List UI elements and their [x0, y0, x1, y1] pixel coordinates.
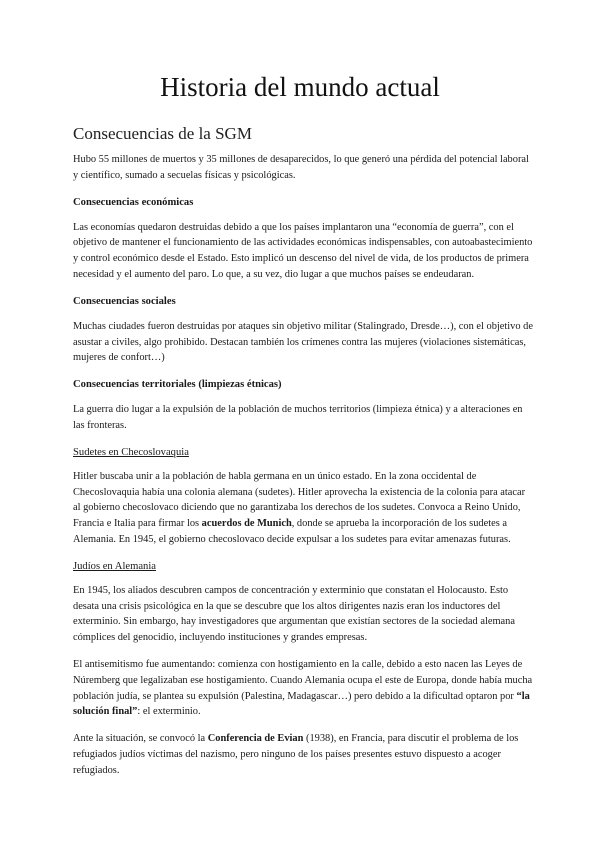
- sudetes-text-before: Hitler buscaba unir a la población de habla germana en un único estado. En la zona occidental de Checoslovaquia había una colonia alemana (sudetes). Hitler aprovecha la existencia de la colonia para atacar al gobierno checoslovaco diciendo que no garantizaba los derechos de los sudetes. Convoca a Reino Unido, Francia e Italia para firmar los: [73, 470, 526, 530]
- territorial-paragraph: La guerra dio lugar a la expulsión de la población de muchos territorios (limpieza étnica) y a alteraciones en las fronteras.: [73, 404, 523, 431]
- document-title: Historia del mundo actual: [160, 72, 440, 102]
- judios-p3-after: (1938), en Francia, para discutir el problema de los refugiados judíos víctimas del nazismo, pero ninguno de los países presentes estuvo dispuesto a acoger refugiados.: [73, 733, 519, 776]
- judios-paragraph-3: [73, 731, 533, 778]
- social-paragraph: Muchas ciudades fueron destruidas por ataques sin objetivo militar (Stalingrado, Dresde…), con el objetivo de asustar a civiles, algo prohibido. Destacan también los crímenes contra las mujeres (violaciones sistemáticas, mujeres de confort…): [73, 320, 533, 364]
- document-body: [73, 152, 533, 790]
- territorial-heading: Consecuencias territoriales (limpiezas étnicas): [73, 379, 282, 391]
- intro-paragraph: Hubo 55 millones de muertos y 35 millones de desaparecidos, lo que generó una pérdida del potencial laboral y científico, sumado a secuelas físicas y psicológicas.: [73, 154, 529, 181]
- judios-p2-after: : el exterminio.: [137, 706, 201, 718]
- judios-paragraph-2: [73, 657, 533, 720]
- judios-paragraph-1: En 1945, los aliados descubren campos de concentración y exterminio que constatan el Holocausto. Esto desata una crisis psicológica en la que se descubre que los altos dirigentes nazis eran los inductores del exterminio. Sin embargo, hay investigadores que argumentan que existían sectores de la sociedad alemana cómplices del genocidio, incluyendo instituciones y grandes empresas.: [73, 584, 515, 644]
- economic-heading: Consecuencias económicas: [73, 196, 194, 208]
- evian-conference-term: Conferencia de Evian: [207, 733, 304, 745]
- judios-heading: Judíos en Alemania: [73, 560, 156, 572]
- economic-paragraph: Las economías quedaron destruidas debido a que los países implantaron una “economía de guerra”, con el objetivo de mantener el funcionamiento de las actividades económicas indispensables, con autoabastecimiento y control económico desde el Estado. Esto implicó un descenso del nivel de vida, de los productos de primera necesidad y el aumento del paro. Lo que, a su vez, dio lugar a que muchos países se endeudaran.: [73, 221, 533, 280]
- munich-agreement-term: acuerdos de Munich: [201, 518, 292, 530]
- section-title: Consecuencias de la SGM: [73, 124, 252, 143]
- social-heading: Consecuencias sociales: [73, 295, 176, 307]
- judios-p2-before: El antisemitismo fue aumentando: comienza con hostigamiento en la calle, debido a esto nacen las Leyes de Núremberg que legalizaban ese hostigamiento. Cuando Alemania ocupa el este de Europa, donde había mucha población judía, se plantea su expulsión (Palestina, Madagascar…) pero debido a la dificultad optaron por: [73, 658, 533, 702]
- sudetes-heading: Sudetes en Checoslovaquia: [73, 446, 189, 458]
- judios-p3-before: Ante la situación, se convocó la: [73, 733, 208, 745]
- sudetes-paragraph: [73, 469, 533, 548]
- final-solution-term: “la solución final”: [73, 690, 530, 718]
- sudetes-text-after: , donde se aprueba la incorporación de los sudetes a Alemania. En 1945, el gobierno checoslovaco decide expulsar a los sudetes para evitar amenazas futuras.: [73, 518, 511, 545]
